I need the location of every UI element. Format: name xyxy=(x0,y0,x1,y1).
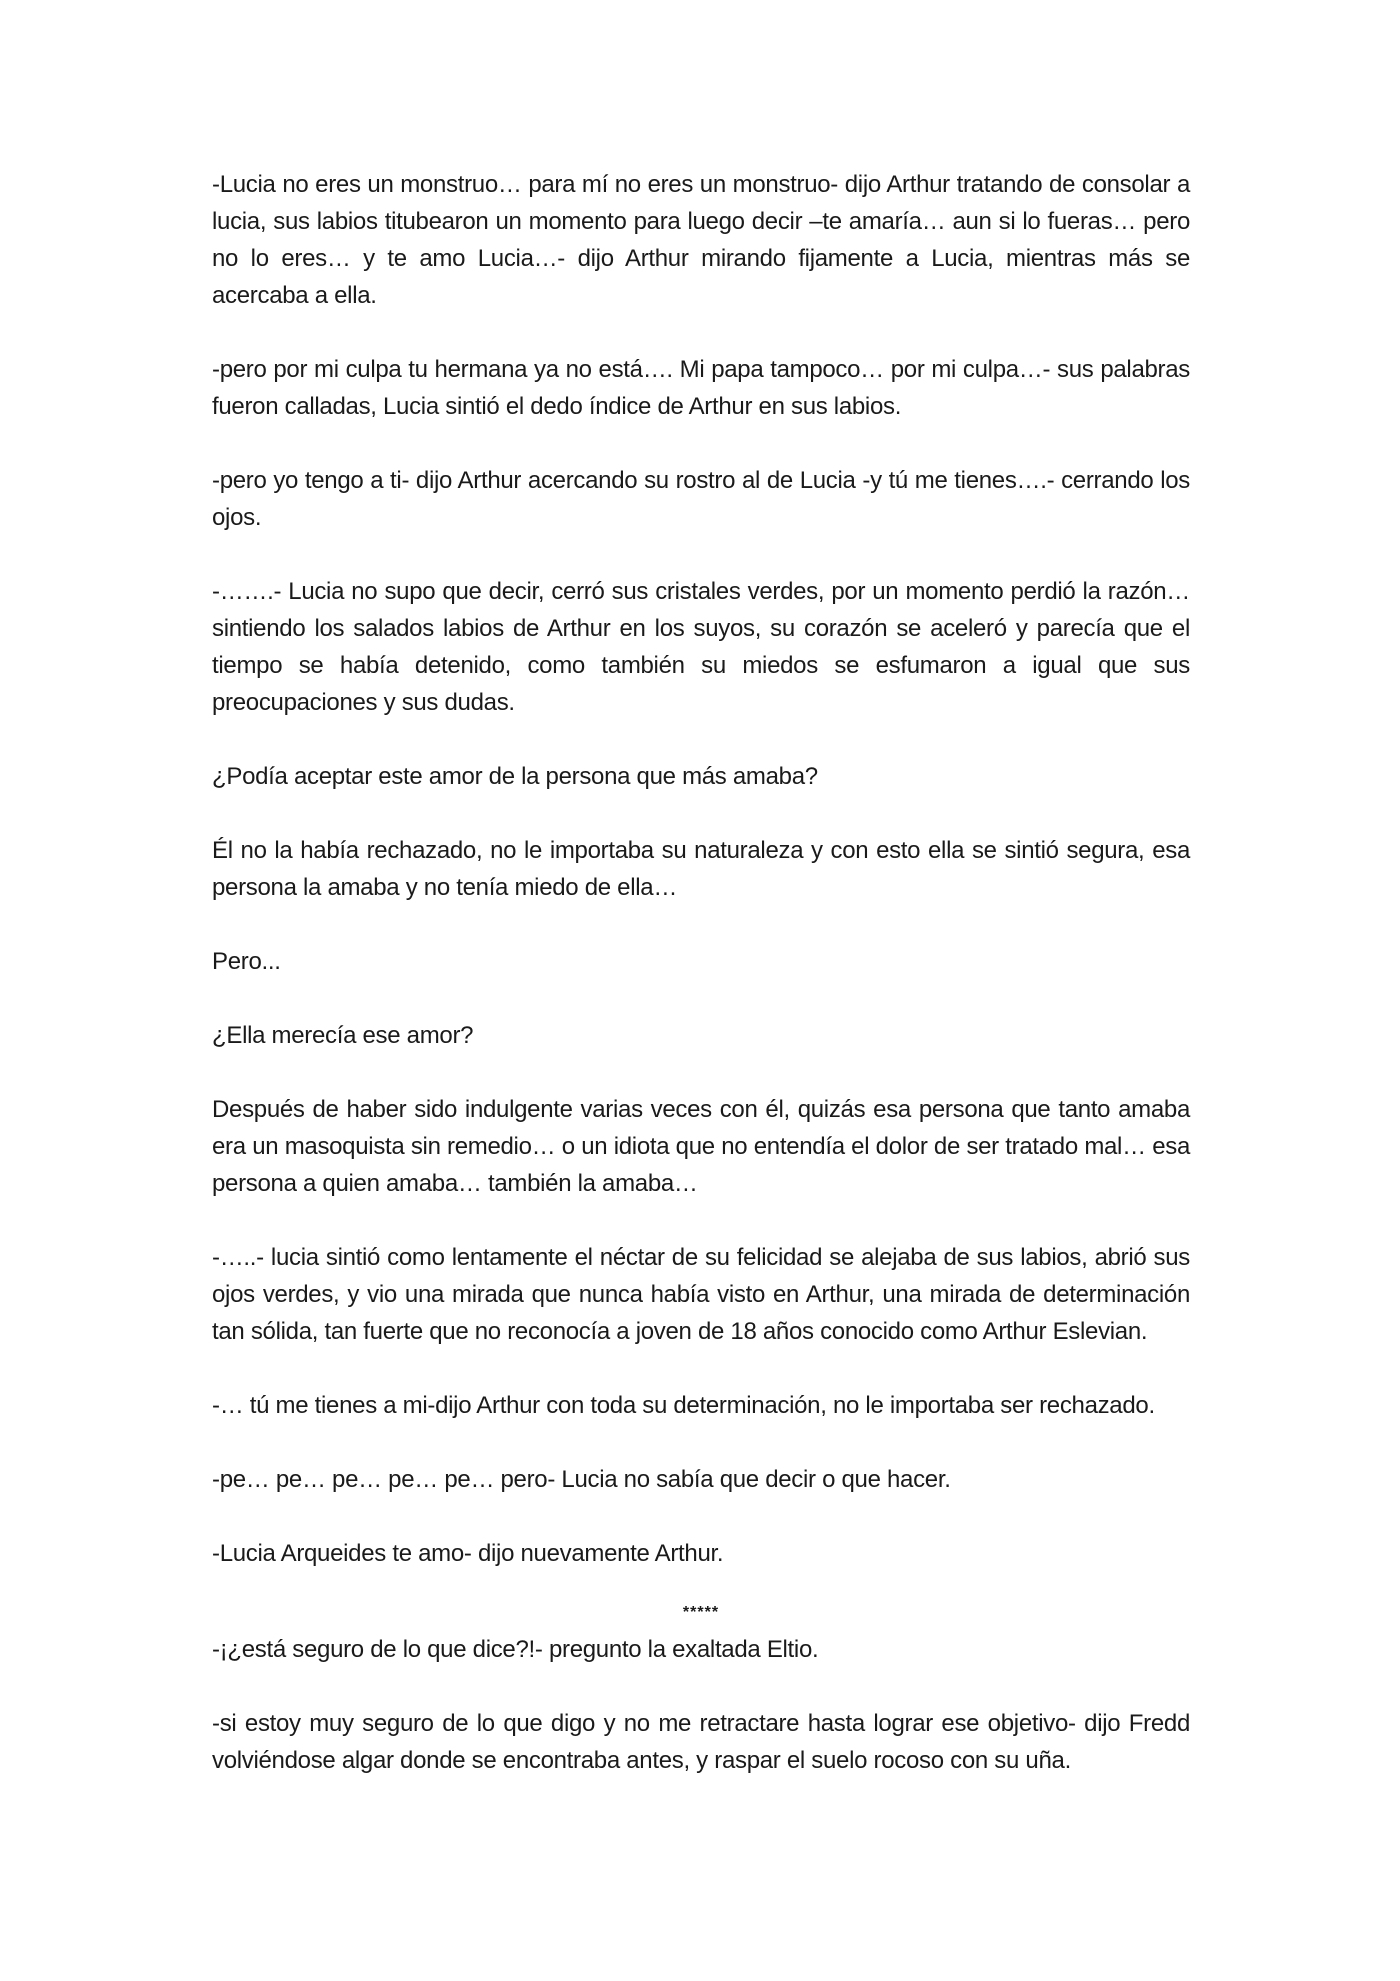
paragraph: -Lucia Arqueides te amo- dijo nuevamente Arthur. xyxy=(212,1540,724,1567)
paragraph: -¡¿está seguro de lo que dice?!- pregunto la exaltada Eltio. xyxy=(212,1636,819,1663)
paragraph: Pero... xyxy=(212,948,281,975)
document-body xyxy=(212,166,1190,1816)
paragraph: Después de haber sido indulgente varias veces con él, quizás esa persona que tanto amaba era un masoquista sin remedio… o un idiota que no entendía el dolor de ser tratado mal… esa persona a quien amaba… también la amaba… xyxy=(212,1096,1190,1197)
paragraph: ¿Podía aceptar este amor de la persona que más amaba? xyxy=(212,763,818,790)
paragraph: -…….- Lucia no supo que decir, cerró sus cristales verdes, por un momento perdió la razón… sintiendo los salados labios de Arthur en los suyos, su corazón se aceleró y parecía que el tiempo se había detenido, como también su miedos se esfumaron a igual que sus preocupaciones y sus dudas. xyxy=(212,578,1190,716)
paragraph: -pero yo tengo a ti- dijo Arthur acercando su rostro al de Lucia -y tú me tienes….- cerrando los ojos. xyxy=(212,467,1190,531)
paragraph: -… tú me tienes a mi-dijo Arthur con toda su determinación, no le importaba ser rechazado. xyxy=(212,1392,1155,1419)
paragraph: -…..- lucia sintió como lentamente el néctar de su felicidad se alejaba de sus labios, abrió sus ojos verdes, y vio una mirada que nunca había visto en Arthur, una mirada de determinación tan sólida, tan fuerte que no reconocía a joven de 18 años conocido como Arthur Eslevian. xyxy=(212,1244,1190,1345)
paragraph: -pero por mi culpa tu hermana ya no está…. Mi papa tampoco… por mi culpa…- sus palabras fueron calladas, Lucia sintió el dedo índice de Arthur en sus labios. xyxy=(212,356,1190,420)
paragraph: ¿Ella merecía ese amor? xyxy=(212,1022,474,1049)
paragraph: Él no la había rechazado, no le importaba su naturaleza y con esto ella se sintió segura, esa persona la amaba y no tenía miedo de ella… xyxy=(212,837,1190,901)
paragraph: -Lucia no eres un monstruo… para mí no eres un monstruo- dijo Arthur tratando de consolar a lucia, sus labios titubearon un momento para luego decir –te amaría… aun si lo fueras… pero no lo eres… y te amo Lucia…- dijo Arthur mirando fijamente a Lucia, mientras más se acercaba a ella. xyxy=(212,171,1190,309)
scene-separator: ***** xyxy=(682,1604,720,1621)
paragraph: -si estoy muy seguro de lo que digo y no me retractare hasta lograr ese objetivo- dijo Fredd volviéndose algar donde se encontraba antes, y raspar el suelo rocoso con su uña. xyxy=(212,1710,1190,1774)
paragraph: -pe… pe… pe… pe… pe… pero- Lucia no sabía que decir o que hacer. xyxy=(212,1466,951,1493)
